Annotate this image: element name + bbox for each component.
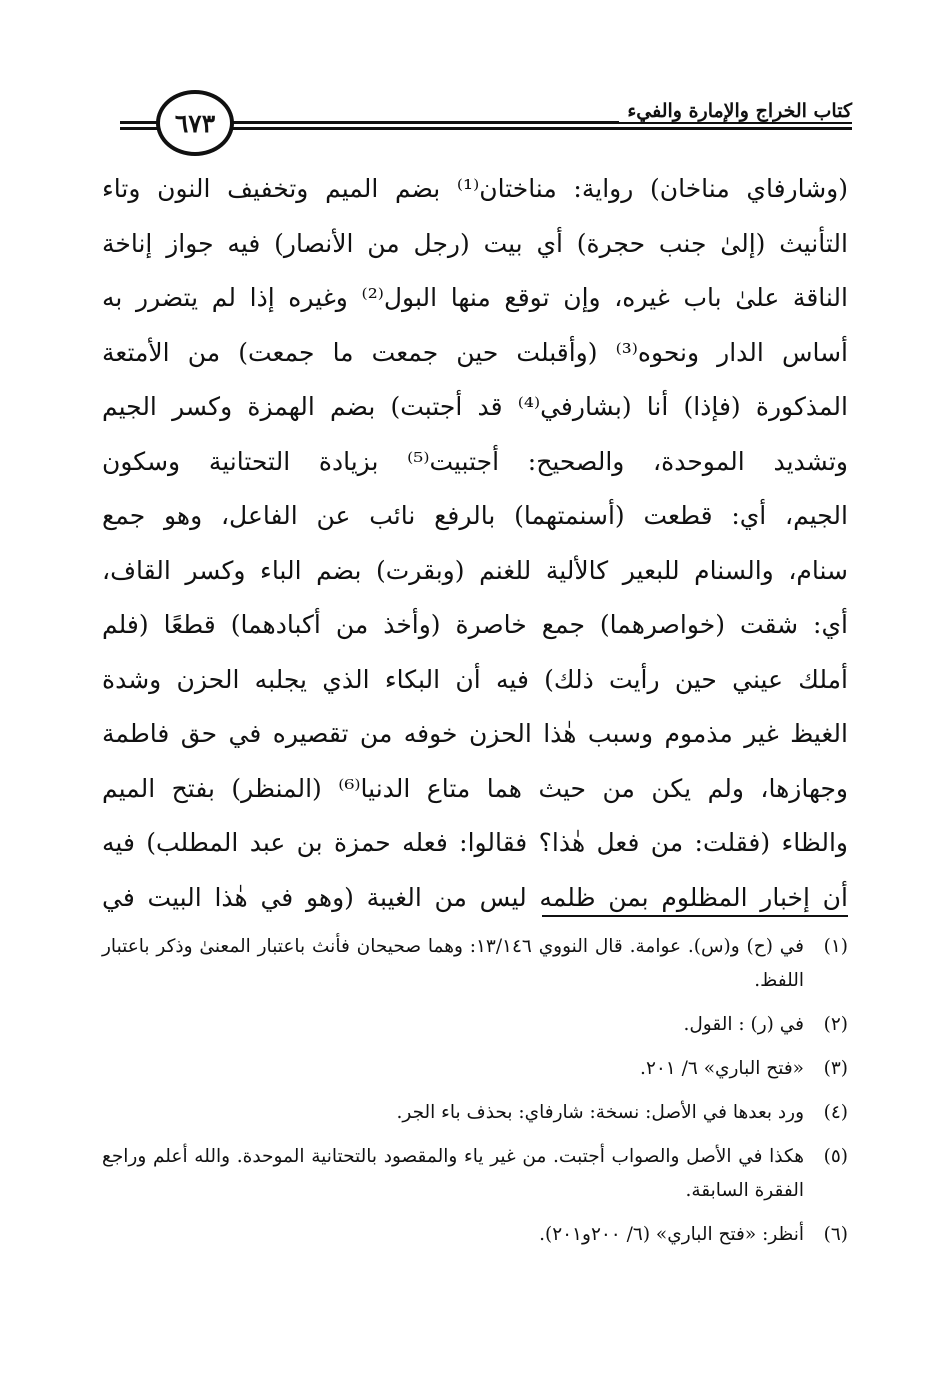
text-line: المذكورة (فإذا) أنا (بشارفي⁽⁴⁾ قد أجتبت) بضم الهمزة وكسر الجيم xyxy=(102,392,848,421)
footnote-number: (٦) xyxy=(823,1224,848,1245)
footnote xyxy=(102,1096,848,1130)
footnotes xyxy=(102,930,848,1262)
footnote-text: «فتح الباري» ٦/ ٢٠١. xyxy=(640,1058,804,1079)
footnote-separator xyxy=(542,915,848,917)
footnote-text: هكذا في الأصل والصواب أجتبت. من غير ياء والمقصود بالتحتانية الموحدة. والله أعلم وراجع الفقرة السابقة. xyxy=(102,1146,804,1201)
text-line: الجيم، أي: قطعت (أسنمتهما) بالرفع نائب عن الفاعل، وهو جمع xyxy=(102,501,848,530)
footnote-number: (٣) xyxy=(823,1058,848,1079)
page-number-badge: ٦٧٣ xyxy=(156,90,234,156)
running-title: كتاب الخراج والإمارة والفيء xyxy=(619,100,852,122)
footnote xyxy=(102,1008,848,1042)
page-header xyxy=(120,90,852,162)
text-line: أملك عيني حين رأيت ذلك) فيه أن البكاء الذي يجلبه الحزن وشدة xyxy=(102,664,848,694)
footnote-number: (٤) xyxy=(823,1102,848,1123)
footnote-text: في (ح) و(س). عوامة. قال النووي ١٣/١٤٦: وهما صحيحان فأنث باعتبار المعنىٰ وذكر باعتبار اللفظ. xyxy=(102,936,805,991)
footnote xyxy=(102,1218,848,1252)
footnote-text: أنظر: «فتح الباري» (٦/ ٢٠٠و٢٠١). xyxy=(539,1224,804,1245)
text-line: والظاء (فقلت: من فعل هٰذا؟ فقالوا: فعله حمزة بن عبد المطلب) فيه xyxy=(102,828,849,857)
footnote xyxy=(102,930,848,998)
footnote-text: في (ر) : القول. xyxy=(683,1014,804,1035)
text-line: أي: شقت (خواصرهما) جمع خاصرة (وأخذ من أكبادهما) قطعًا (فلم xyxy=(102,610,848,639)
footnote-number: (٢) xyxy=(823,1014,848,1035)
text-line: وجهازها، ولم يكن من حيث هما متاع الدنيا⁽⁶⁾ (المنظر) بفتح الميم xyxy=(102,773,848,803)
main-text xyxy=(102,162,848,925)
footnote xyxy=(102,1140,848,1208)
footnote-number: (١) xyxy=(823,936,848,957)
footnote-number: (٥) xyxy=(823,1146,848,1167)
text-line: التأنيث (إلىٰ جنب حجرة) أي بيت (رجل من الأنصار) فيه جواز إناخة xyxy=(102,228,848,258)
text-line: الغيظ غير مذموم وسبب هٰذا الحزن خوفه من تقصيره في حق فاطمة xyxy=(102,719,848,748)
footnote xyxy=(102,1052,848,1086)
footnote-text: ورد بعدها في الأصل: نسخة: شارفاي: بحذف باء الجر. xyxy=(396,1102,804,1123)
text-line: أن إخبار المظلوم بمن ظلمه ليس من الغيبة (وهو في هٰذا البيت في xyxy=(102,882,848,912)
text-line: الناقة علىٰ باب غيره، وإن توقع منها البول⁽²⁾ وغيره إذا لم يتضرر به xyxy=(102,283,848,312)
text-line: أساس الدار ونحوه⁽³⁾ (وأقبلت حين جمعت ما جمعت) من الأمتعة xyxy=(102,337,848,367)
text-line: سنام، والسنام للبعير كالألية للغنم (وبقرت) بضم الباء وكسر القاف، xyxy=(102,555,848,585)
text-line: وتشديد الموحدة، والصحيح: أجتبيت⁽⁵⁾ بزيادة التحتانية وسكون xyxy=(102,446,848,476)
text-line: (وشارفاي مناخان) رواية: مناختان⁽¹⁾ بضم الميم وتخفيف النون وتاء xyxy=(102,174,848,203)
